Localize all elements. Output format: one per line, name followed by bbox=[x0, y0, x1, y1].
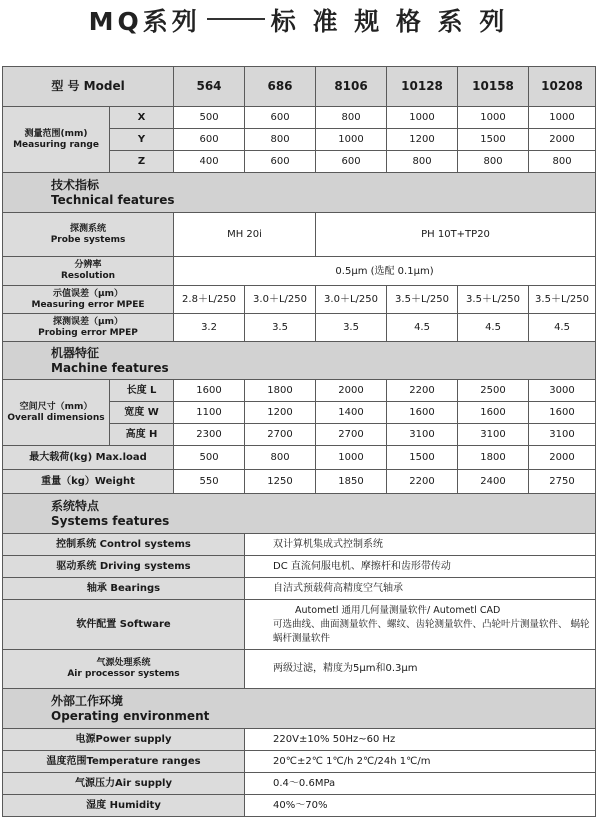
model-header-row bbox=[3, 67, 596, 107]
mpe-p-value: 3.5 bbox=[245, 314, 316, 342]
dim-value: 3100 bbox=[387, 424, 458, 446]
range-value: 1000 bbox=[529, 107, 596, 129]
axis-label: Y bbox=[110, 129, 174, 151]
range-value: 500 bbox=[174, 107, 245, 129]
page-title bbox=[0, 0, 597, 40]
max-load-row bbox=[3, 446, 596, 470]
section-title: 系统特点 Systems features bbox=[3, 494, 596, 534]
dim-length-row bbox=[3, 380, 596, 402]
range-value: 1500 bbox=[458, 129, 529, 151]
dim-value: 1200 bbox=[245, 402, 316, 424]
model-10208: 10208 bbox=[529, 67, 596, 107]
mpe-p-row bbox=[3, 314, 596, 342]
dim-value: 2300 bbox=[174, 424, 245, 446]
dim-value: 2200 bbox=[387, 380, 458, 402]
weight-value: 2750 bbox=[529, 470, 596, 494]
bearings-row bbox=[3, 578, 596, 600]
range-value: 1000 bbox=[387, 107, 458, 129]
weight-value: 1250 bbox=[245, 470, 316, 494]
probe-label: 探测系统 Probe systems bbox=[3, 213, 174, 257]
max-load-value: 1800 bbox=[458, 446, 529, 470]
dim-value: 1600 bbox=[174, 380, 245, 402]
bearings-value: 自洁式预载荷高精度空气轴承 bbox=[245, 578, 596, 600]
dim-value: 2700 bbox=[316, 424, 387, 446]
air-processor-value: 两级过滤，精度为5μm和0.3μm bbox=[245, 650, 596, 689]
model-label: 型 号 Model bbox=[3, 67, 174, 107]
resolution-label: 分辨率 Resolution bbox=[3, 257, 174, 286]
spec-table bbox=[2, 66, 596, 817]
probe-value-ph10t: PH 10T+TP20 bbox=[316, 213, 596, 257]
probe-value-mh20i: MH 20i bbox=[174, 213, 316, 257]
weight-value: 1850 bbox=[316, 470, 387, 494]
control-label: 控制系统 Control systems bbox=[3, 534, 245, 556]
humidity-row bbox=[3, 795, 596, 817]
mpe-e-value: 3.5＋L/250 bbox=[387, 286, 458, 314]
mpe-p-value: 4.5 bbox=[529, 314, 596, 342]
control-value: 双计算机集成式控制系统 bbox=[245, 534, 596, 556]
dim-value: 2500 bbox=[458, 380, 529, 402]
dim-value: 1400 bbox=[316, 402, 387, 424]
power-value: 220V±10% 50Hz~60 Hz bbox=[245, 729, 596, 751]
dim-label: 长度 L bbox=[110, 380, 174, 402]
probe-row bbox=[3, 213, 596, 257]
max-load-value: 800 bbox=[245, 446, 316, 470]
humidity-label: 湿度 Humidity bbox=[3, 795, 245, 817]
section-title: 技术指标 Technical features bbox=[3, 173, 596, 213]
mpe-e-value: 3.5＋L/250 bbox=[529, 286, 596, 314]
power-label: 电源Power supply bbox=[3, 729, 245, 751]
title-subtitle: 标 准 规 格 系 列 bbox=[270, 7, 509, 36]
range-value: 800 bbox=[529, 151, 596, 173]
driving-value: DC 直流伺服电机、摩擦杆和齿形带传动 bbox=[245, 556, 596, 578]
temperature-label: 温度范围Temperature ranges bbox=[3, 751, 245, 773]
range-x-row bbox=[3, 107, 596, 129]
dim-label: 宽度 W bbox=[110, 402, 174, 424]
mpe-e-value: 3.0＋L/250 bbox=[316, 286, 387, 314]
mpe-p-label: 探测误差（μm） Probing error MPEP bbox=[3, 314, 174, 342]
mpe-e-row bbox=[3, 286, 596, 314]
resolution-value: 0.5μm (选配 0.1μm) bbox=[174, 257, 596, 286]
weight-value: 2400 bbox=[458, 470, 529, 494]
weight-value: 2200 bbox=[387, 470, 458, 494]
air-supply-value: 0.4～0.6MPa bbox=[245, 773, 596, 795]
mpe-e-value: 2.8＋L/250 bbox=[174, 286, 245, 314]
software-row bbox=[3, 600, 596, 650]
software-value: Autometl 通用几何量测量软件/ Autometl CAD 可选曲线、曲面测量软件、螺纹、齿轮测量软件、凸轮叶片测量软件、 蜗轮 蜗杆测量软件 bbox=[245, 600, 596, 650]
overall-dimensions-label: 空间尺寸（mm） Overall dimensions bbox=[3, 380, 110, 446]
power-row bbox=[3, 729, 596, 751]
range-value: 2000 bbox=[529, 129, 596, 151]
dim-value: 1800 bbox=[245, 380, 316, 402]
mpe-e-label: 示值误差（μm） Measuring error MPEE bbox=[3, 286, 174, 314]
range-value: 1000 bbox=[458, 107, 529, 129]
range-value: 800 bbox=[316, 107, 387, 129]
range-value: 600 bbox=[316, 151, 387, 173]
range-value: 800 bbox=[387, 151, 458, 173]
range-value: 400 bbox=[174, 151, 245, 173]
model-686: 686 bbox=[245, 67, 316, 107]
dim-label: 高度 H bbox=[110, 424, 174, 446]
section-environment bbox=[3, 689, 596, 729]
section-title: 机器特征 Machine features bbox=[3, 342, 596, 380]
mpe-p-value: 3.5 bbox=[316, 314, 387, 342]
mpe-p-value: 3.2 bbox=[174, 314, 245, 342]
temperature-row bbox=[3, 751, 596, 773]
mpe-p-value: 4.5 bbox=[458, 314, 529, 342]
control-row bbox=[3, 534, 596, 556]
dim-value: 1600 bbox=[529, 402, 596, 424]
driving-row bbox=[3, 556, 596, 578]
dim-value: 2700 bbox=[245, 424, 316, 446]
range-value: 600 bbox=[245, 107, 316, 129]
air-processor-label: 气源处理系统 Air processor systems bbox=[3, 650, 245, 689]
max-load-value: 2000 bbox=[529, 446, 596, 470]
air-processor-row bbox=[3, 650, 596, 689]
model-10128: 10128 bbox=[387, 67, 458, 107]
range-value: 1200 bbox=[387, 129, 458, 151]
weight-label: 重量（kg）Weight bbox=[3, 470, 174, 494]
dim-value: 1600 bbox=[458, 402, 529, 424]
dim-value: 1100 bbox=[174, 402, 245, 424]
dim-value: 3100 bbox=[529, 424, 596, 446]
humidity-value: 40%～70% bbox=[245, 795, 596, 817]
measuring-range-label: 测量范围(mm) Measuring range bbox=[3, 107, 110, 173]
title-series: MQ系列 bbox=[88, 7, 201, 36]
section-machine bbox=[3, 342, 596, 380]
section-title: 外部工作环境 Operating environment bbox=[3, 689, 596, 729]
dim-value: 3000 bbox=[529, 380, 596, 402]
model-10158: 10158 bbox=[458, 67, 529, 107]
model-8106: 8106 bbox=[316, 67, 387, 107]
dim-value: 3100 bbox=[458, 424, 529, 446]
bearings-label: 轴承 Bearings bbox=[3, 578, 245, 600]
max-load-value: 500 bbox=[174, 446, 245, 470]
dim-value: 1600 bbox=[387, 402, 458, 424]
range-value: 1000 bbox=[316, 129, 387, 151]
driving-label: 驱动系统 Driving systems bbox=[3, 556, 245, 578]
dim-value: 2000 bbox=[316, 380, 387, 402]
section-technical bbox=[3, 173, 596, 213]
range-value: 600 bbox=[174, 129, 245, 151]
max-load-value: 1000 bbox=[316, 446, 387, 470]
software-label: 软件配置 Software bbox=[3, 600, 245, 650]
title-divider bbox=[207, 18, 265, 20]
air-supply-row bbox=[3, 773, 596, 795]
range-value: 800 bbox=[245, 129, 316, 151]
air-supply-label: 气源压力Air supply bbox=[3, 773, 245, 795]
mpe-e-value: 3.5＋L/250 bbox=[458, 286, 529, 314]
max-load-value: 1500 bbox=[387, 446, 458, 470]
mpe-e-value: 3.0＋L/250 bbox=[245, 286, 316, 314]
range-value: 600 bbox=[245, 151, 316, 173]
temperature-value: 20℃±2℃ 1℃/h 2℃/24h 1℃/m bbox=[245, 751, 596, 773]
model-564: 564 bbox=[174, 67, 245, 107]
weight-row bbox=[3, 470, 596, 494]
resolution-row bbox=[3, 257, 596, 286]
max-load-label: 最大载荷(kg) Max.load bbox=[3, 446, 174, 470]
axis-label: Z bbox=[110, 151, 174, 173]
mpe-p-value: 4.5 bbox=[387, 314, 458, 342]
section-systems bbox=[3, 494, 596, 534]
range-value: 800 bbox=[458, 151, 529, 173]
weight-value: 550 bbox=[174, 470, 245, 494]
axis-label: X bbox=[110, 107, 174, 129]
